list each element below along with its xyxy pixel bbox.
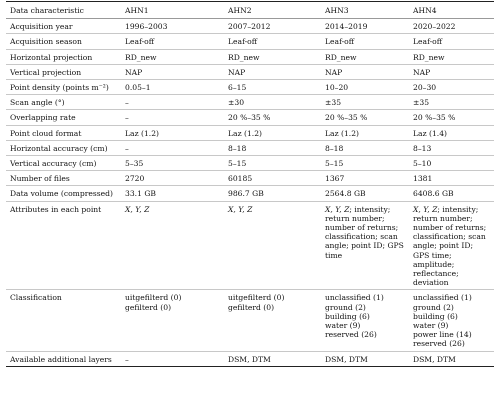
table-row [6,171,494,186]
cell-ahn3: X, Y, Z; intensity; return number; number of returns; classification; scan angle; point ID; GPS time [321,201,409,290]
xyz-coordinates: X, Y, Z [325,204,350,214]
xyz-coordinates: X, Y, Z [125,204,150,214]
cell-ahn2: DSM, DTM [224,351,321,366]
cell-ahn2 [224,290,321,351]
row-label: Point density (points m⁻²) [6,80,121,95]
cell-ahn3: 2014–2019 [321,19,409,34]
cell-ahn2: 2007–2012 [224,19,321,34]
cell-ahn4 [409,290,494,351]
cell-ahn1: NAP [121,64,224,79]
cell-ahn3: 8–18 [321,140,409,155]
cell-ahn2: 986.7 GB [224,186,321,201]
row-label: Number of files [6,171,121,186]
row-label: Scan angle (°) [6,95,121,110]
cell-ahn3: RD_new [321,49,409,64]
cell-ahn4: 6408.6 GB [409,186,494,201]
table-row [6,49,494,64]
table-row [6,186,494,201]
cell-ahn4: RD_new [409,49,494,64]
cell-ahn3: 2564.8 GB [321,186,409,201]
cell-ahn1: 1996–2003 [121,19,224,34]
classification-item: building (6) [413,311,458,321]
cell-ahn1: RD_new [121,49,224,64]
header-ahn4: AHN4 [409,2,494,19]
cell-ahn3: NAP [321,64,409,79]
table-row [6,125,494,140]
row-label: Attributes in each point [6,201,121,290]
classification-item: unclassified (1) [325,293,384,303]
cell-ahn4: 2020–2022 [409,19,494,34]
classification-item: gefilterd (0) [125,302,172,312]
classification-item: uitgefilterd (0) [125,293,182,303]
cell-ahn1: – [121,140,224,155]
cell-ahn3: 10–20 [321,80,409,95]
cell-ahn1: Leaf-off [121,34,224,49]
cell-ahn3: 5–15 [321,156,409,171]
classification-item: power line (14) [413,330,472,340]
cell-ahn4: X, Y, Z; intensity; return number; number of returns; classification; scan angle; point ID; GPS time; amplitude; reflectance; deviation [409,201,494,290]
xyz-coordinates: X, Y, Z [228,204,253,214]
table-header-row [6,2,494,19]
cell-ahn1: – [121,95,224,110]
cell-ahn4: DSM, DTM [409,351,494,366]
cell-ahn1: – [121,351,224,366]
row-label: Available additional layers [6,351,121,366]
classification-item: ground (2) [325,302,366,312]
row-label: Overlapping rate [6,110,121,125]
cell-ahn2: Leaf-off [224,34,321,49]
header-ahn3: AHN3 [321,2,409,19]
header-data-characteristic: Data characteristic [6,2,121,19]
row-label: Vertical accuracy (cm) [6,156,121,171]
cell-ahn1: 5–35 [121,156,224,171]
ahn-data-table [6,1,494,367]
cell-ahn2: 5–15 [224,156,321,171]
cell-ahn2: Laz (1.2) [224,125,321,140]
row-label: Classification [6,290,121,351]
cell-ahn4: 1381 [409,171,494,186]
cell-ahn4: 20–30 [409,80,494,95]
header-ahn1: AHN1 [121,2,224,19]
table-row-attributes [6,201,494,290]
cell-ahn2: ±30 [224,95,321,110]
classification-item: ground (2) [413,302,454,312]
cell-ahn3 [321,290,409,351]
cell-ahn4: 5–10 [409,156,494,171]
row-label: Horizontal projection [6,49,121,64]
cell-ahn3: DSM, DTM [321,351,409,366]
classification-item: unclassified (1) [413,293,472,303]
cell-ahn1 [121,290,224,351]
row-label: Vertical projection [6,64,121,79]
cell-ahn4: 20 %–35 % [409,110,494,125]
classification-item: uitgefilterd (0) [228,293,285,303]
table-row [6,80,494,95]
cell-ahn4: Laz (1.4) [409,125,494,140]
cell-ahn3: 20 %–35 % [321,110,409,125]
cell-ahn1: 2720 [121,171,224,186]
cell-ahn4: Leaf-off [409,34,494,49]
cell-ahn1 [121,201,224,290]
table-row [6,110,494,125]
table-row [6,156,494,171]
cell-ahn2: 6–15 [224,80,321,95]
table-row [6,140,494,155]
row-label: Data volume (compressed) [6,186,121,201]
table-row-classification [6,290,494,351]
cell-ahn2: RD_new [224,49,321,64]
row-label: Horizontal accuracy (cm) [6,140,121,155]
cell-ahn4: 8–13 [409,140,494,155]
cell-ahn3: Laz (1.2) [321,125,409,140]
cell-ahn1: 33.1 GB [121,186,224,201]
cell-ahn4: ±35 [409,95,494,110]
classification-item: gefilterd (0) [228,302,275,312]
table-row [6,95,494,110]
table-row-layers [6,351,494,366]
cell-ahn1: Laz (1.2) [121,125,224,140]
cell-ahn4: NAP [409,64,494,79]
header-ahn2: AHN2 [224,2,321,19]
cell-ahn3: Leaf-off [321,34,409,49]
cell-ahn2: 20 %–35 % [224,110,321,125]
cell-ahn2: NAP [224,64,321,79]
table-row [6,19,494,34]
classification-item: water (9) [325,321,361,331]
row-label: Point cloud format [6,125,121,140]
table-row [6,64,494,79]
cell-ahn2: 60185 [224,171,321,186]
cell-ahn2 [224,201,321,290]
row-label: Acquisition season [6,34,121,49]
cell-ahn3: ±35 [321,95,409,110]
classification-item: building (6) [325,311,370,321]
cell-ahn3: 1367 [321,171,409,186]
cell-ahn2: 8–18 [224,140,321,155]
table-row [6,34,494,49]
classification-item: water (9) [413,321,449,331]
classification-item: reserved (26) [413,339,465,349]
cell-ahn1: – [121,110,224,125]
cell-ahn1: 0.05–1 [121,80,224,95]
row-label: Acquisition year [6,19,121,34]
xyz-coordinates: X, Y, Z [413,204,438,214]
classification-item: reserved (26) [325,330,377,340]
